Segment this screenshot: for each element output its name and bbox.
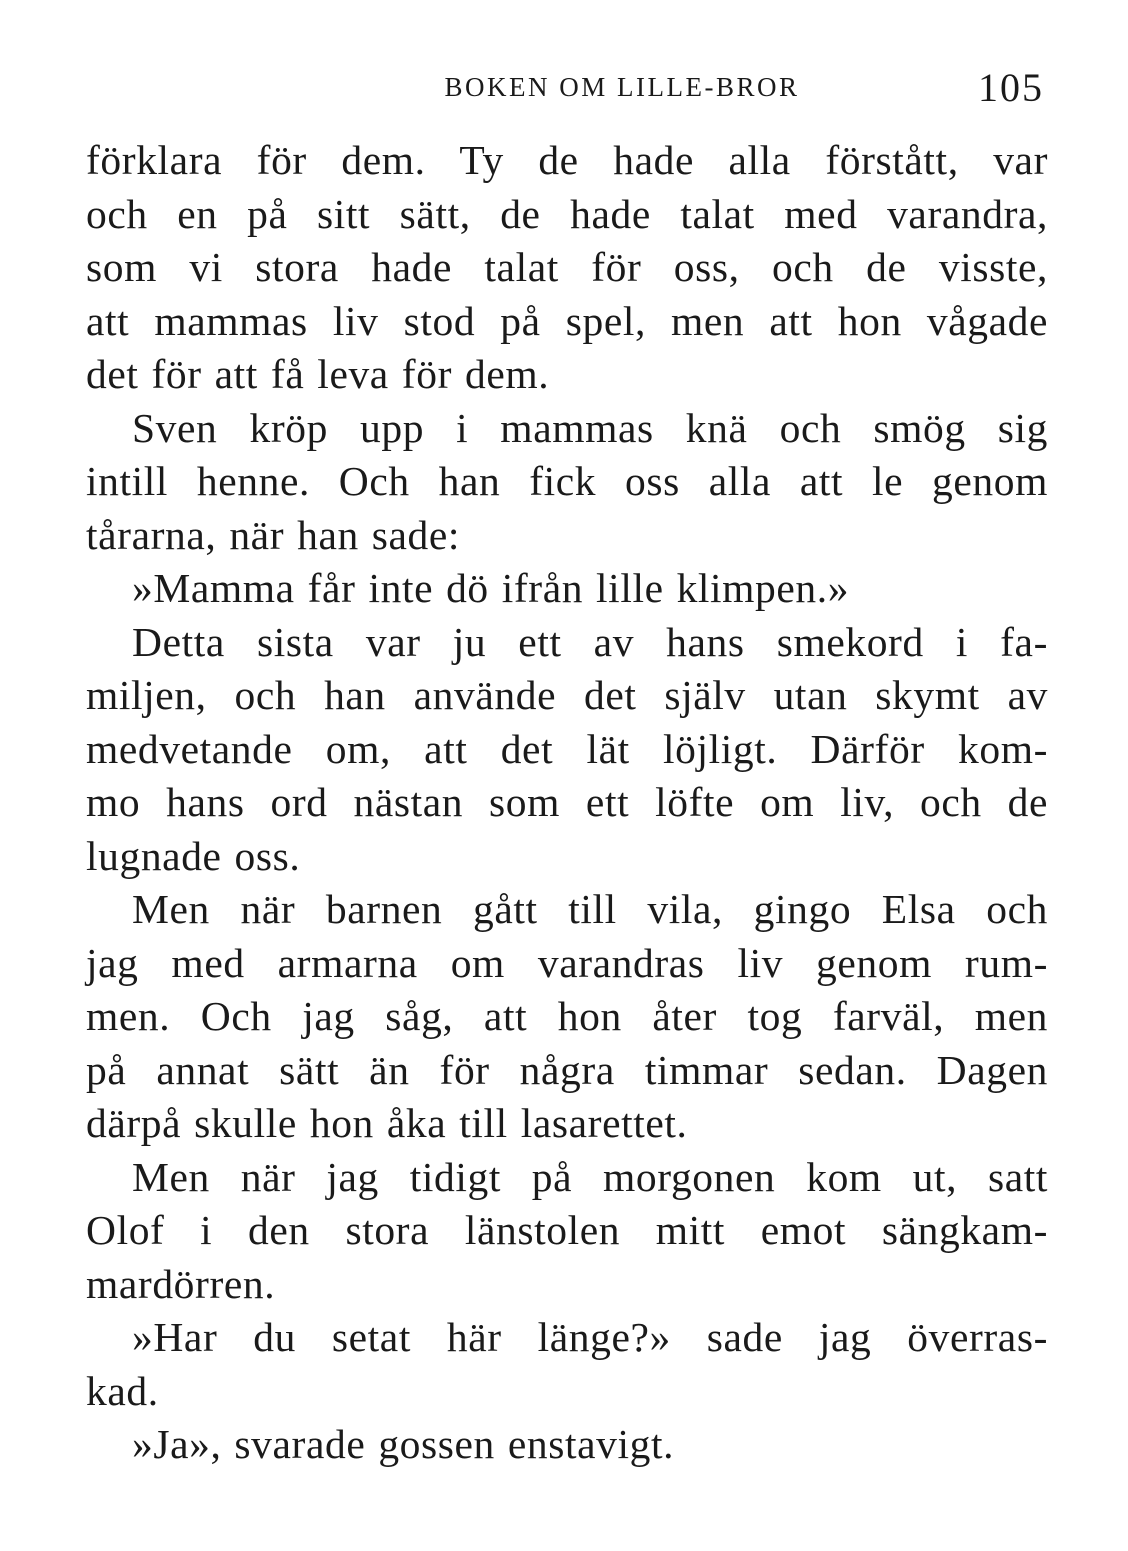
text-line: och en på sitt sätt, de hade talat med varandra, [86,190,1048,237]
text-line: Men när barnen gått till vila, gingo Elsa och [132,886,1048,932]
text-line: tårarna, när han sade: [86,511,461,558]
text-line: Olof i den stora länstolen mitt emot sängkam- [86,1207,1048,1253]
text-line: »Ja», svarade gossen enstavigt. [132,1421,675,1467]
running-title: BOKEN OM LILLE-BROR [444,72,800,102]
text-line: Men när jag tidigt på morgonen kom ut, satt [132,1153,1048,1200]
text-line: Sven kröp upp i mammas knä och smög sig [132,404,1048,451]
text-line: lugnade oss. [86,832,301,879]
text-line: på annat sätt än för några timmar sedan. Dagen [86,1046,1048,1093]
body-text [86,134,1048,1472]
text-line: kad. [86,1367,159,1414]
text-line: därpå skulle hon åka till lasarettet. [86,1100,688,1146]
text-line: det för att få leva för dem. [86,351,550,397]
text-line: att mammas liv stod på spel, men att hon vågade [86,297,1048,344]
text-line: förklara för dem. Ty de hade alla förstått, var [86,137,1048,183]
text-line: »Har du setat här länge?» sade jag överras- [132,1314,1048,1360]
text-line: medvetande om, att det lät löjligt. Därför kom- [86,725,1048,772]
text-line: jag med armarna om varandras liv genom rum- [86,939,1048,986]
running-head [86,62,1048,112]
text-line: Detta sista var ju ett av hans smekord i fa- [132,618,1048,665]
text-line: mardörren. [86,1260,276,1307]
text-line: »Mamma får inte dö ifrån lille klimpen.» [132,565,850,611]
text-line: mo hans ord nästan som ett löfte om liv, och de [86,779,1048,825]
text-line: miljen, och han använde det själv utan skymt av [86,672,1048,718]
text-line: men. Och jag såg, att hon åter tog farväl, men [86,993,1048,1039]
text-line: intill henne. Och han fick oss alla att le genom [86,458,1048,504]
text-line: som vi stora hade talat för oss, och de visste, [86,244,1048,290]
page-number: 105 [978,65,1044,110]
